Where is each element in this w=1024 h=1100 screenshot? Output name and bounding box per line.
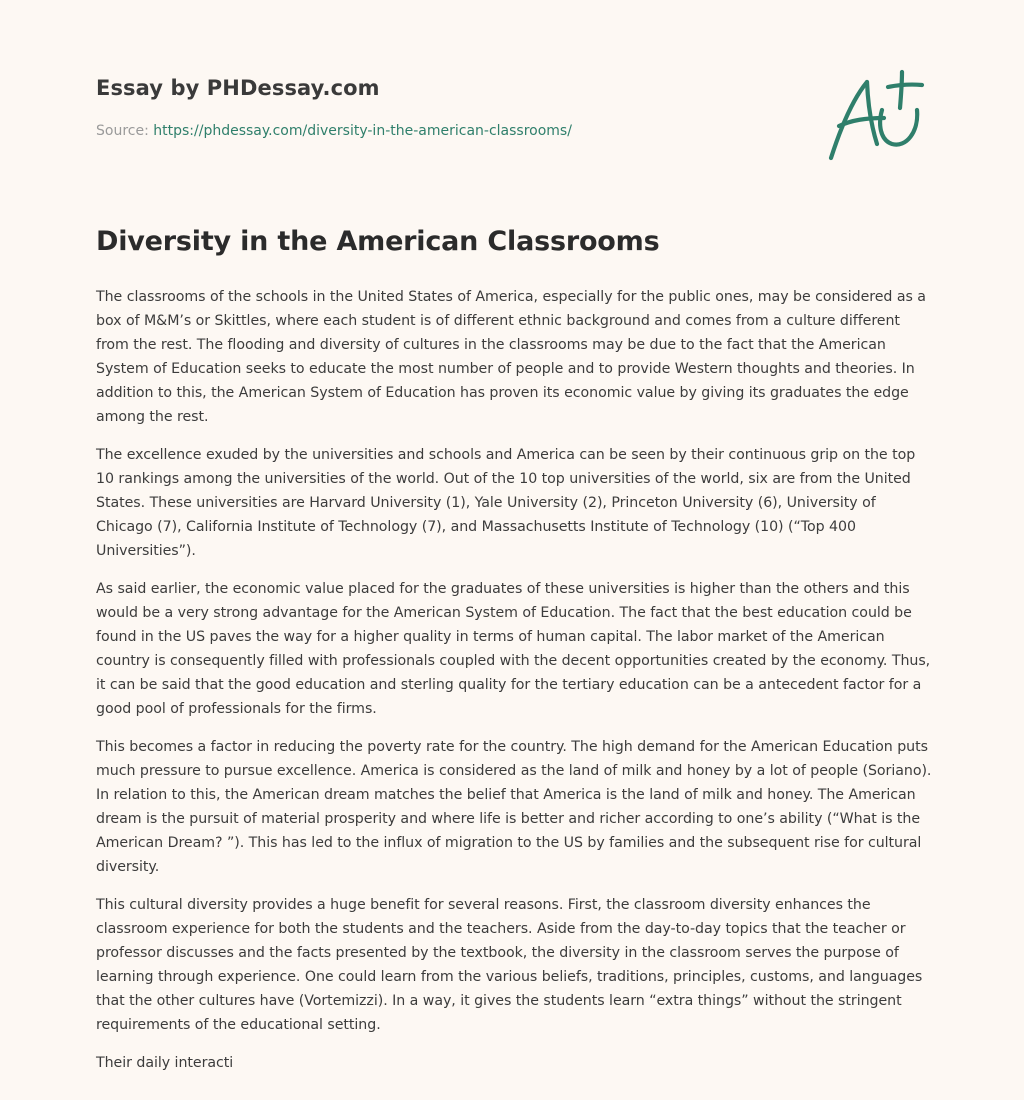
essay-title: Diversity in the American Classrooms xyxy=(96,226,660,257)
source-link[interactable]: https://phdessay.com/diversity-in-the-american-classrooms/ xyxy=(153,123,572,139)
essay-paragraph: The classrooms of the schools in the United States of America, especially for the public ones, may be considered as a box of M&M’s or Skittles, where each student is of different ethnic background and comes from a culture different from the rest. The flooding and diversity of cultures in the classrooms may be due to the fact that the American System of Education seeks to educate the most number of people and to provide Western thoughts and theories. In addition to this, the American System of Education has proven its economic value by giving its graduates the edge among the rest. xyxy=(96,289,926,425)
essay-body xyxy=(96,285,932,1089)
essay-paragraph: This cultural diversity provides a huge benefit for several reasons. First, the classroom diversity enhances the classroom experience for both the students and the teachers. Aside from the day-to-day topics that the teacher or professor discusses and the facts presented by the textbook, the diversity in the classroom serves the purpose of learning through experience. One could learn from the various beliefs, traditions, principles, customs, and languages that the other cultures have (Vortemizzi). In a way, it gives the students learn “extra things” without the stringent requirements of the educational setting. xyxy=(96,897,923,1033)
a-plus-grade-icon xyxy=(822,68,926,164)
essay-paragraph: As said earlier, the economic value placed for the graduates of these universities is higher than the others and this would be a very strong advantage for the American System of Education. The fact that the best education could be found in the US paves the way for a higher quality in terms of human capital. The labor market of the American country is consequently filled with professionals coupled with the decent opportunities created by the economy. Thus, it can be said that the good education and sterling quality for the tertiary education can be a antecedent factor for a good pool of professionals for the firms. xyxy=(96,581,931,717)
source-label: Source: xyxy=(96,123,149,139)
essay-paragraph-truncated: Their daily interacti xyxy=(96,1055,234,1071)
essay-paragraph: This becomes a factor in reducing the poverty rate for the country. The high demand for the American Education puts much pressure to pursue excellence. America is considered as the land of milk and honey by a lot of people (Soriano). In relation to this, the American dream matches the belief that America is the land of milk and honey. The American dream is the pursuit of material prosperity and where life is better and richer according to one’s ability (“What is the American Dream? ”). This has led to the influx of migration to the US by families and the subsequent rise for cultural diversity. xyxy=(96,739,932,875)
source-line xyxy=(96,123,572,139)
essay-paragraph: The excellence exuded by the universities and schools and America can be seen by their continuous grip on the top 10 rankings among the universities of the world. Out of the 10 top universities of the world, six are from the United States. These universities are Harvard University (1), Yale University (2), Princeton University (6), University of Chicago (7), California Institute of Technology (7), and Massachusetts Institute of Technology (10) (“Top 400 Universities”). xyxy=(96,447,916,559)
site-title: Essay by PHDessay.com xyxy=(96,76,380,100)
